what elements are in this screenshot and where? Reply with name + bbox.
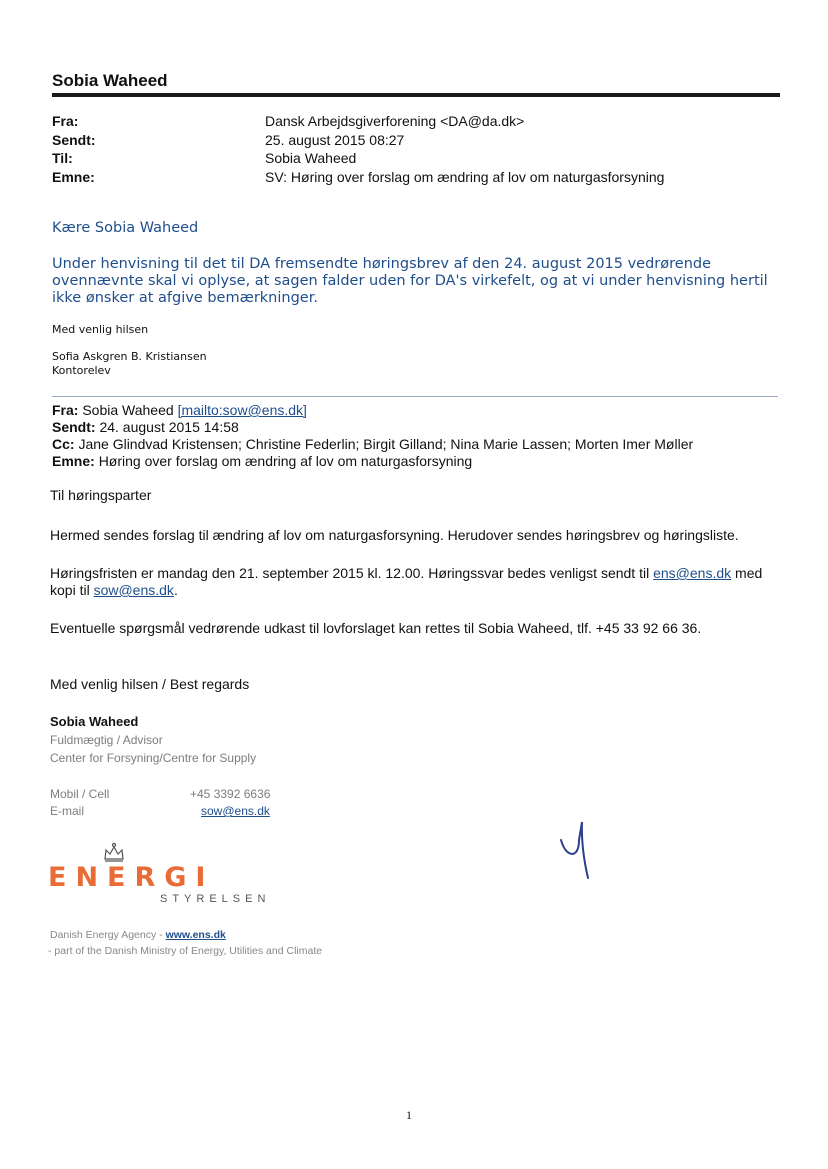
orig-para2-text-d: . (173, 582, 178, 598)
agency-website-link[interactable]: www.ens.dk (165, 929, 226, 941)
sow-email-link[interactable]: sow@ens.dk (93, 582, 174, 598)
styrelsen-logo-text: STYRELSEN (160, 893, 271, 905)
subject-label: Emne: (52, 169, 95, 185)
reply-signer-title: Kontorelev (52, 364, 111, 377)
orig-cc-value: Jane Glindvad Kristensen; Christine Federlin; Birgit Gilland; Nina Marie Lassen; Morten Imer Møller (78, 436, 694, 452)
from-value: Dansk Arbejdsgiverforening <DA@da.dk> (265, 113, 525, 129)
to-label: Til: (52, 150, 73, 166)
reply-signer-name: Sofia Askgren B. Kristiansen (52, 350, 207, 363)
orig-cc-label: Cc: (52, 436, 75, 452)
orig-para2-text-a: Høringsfristen er mandag den 21. september 2015 kl. 12.00. Høringssvar bedes venligst sendt til (50, 565, 654, 581)
email-label: E-mail (50, 804, 85, 818)
from-label: Fra: (52, 113, 79, 129)
to-value: Sobia Waheed (265, 150, 357, 166)
handwritten-mark (555, 818, 595, 883)
orig-sent-value: 24. august 2015 14:58 (99, 419, 239, 435)
orig-subject-label: Emne: (52, 453, 95, 469)
reply-greeting: Kære Sobia Waheed (52, 220, 199, 236)
forward-divider (52, 396, 778, 397)
agency-line (50, 929, 226, 941)
agency-prefix: Danish Energy Agency - (50, 929, 166, 941)
subject-value: SV: Høring over forslag om ændring af lov om naturgasforsyning (265, 169, 665, 185)
reply-closing: Med venlig hilsen (52, 323, 149, 336)
agency-note: - part of the Danish Ministry of Energy, Utilities and Climate (48, 945, 323, 957)
signature-email-link[interactable]: sow@ens.dk (201, 804, 270, 818)
page-number: 1 (406, 1108, 412, 1122)
signature-name: Sobia Waheed (50, 714, 139, 729)
orig-salutation: Til høringsparter (50, 487, 152, 503)
recipient-name-header: Sobia Waheed (52, 71, 168, 90)
orig-from-label: Fra: (52, 402, 79, 418)
orig-from-line (52, 402, 307, 418)
orig-sent-line (52, 419, 239, 435)
orig-from-value: Sobia Waheed (82, 402, 174, 418)
signature-department: Center for Forsyning/Centre for Supply (50, 751, 257, 765)
orig-para2-line2 (50, 582, 178, 598)
orig-para3: Eventuelle spørgsmål vedrørende udkast til lovforslaget kan rettes til Sobia Waheed, tlf. +45 33 92 66 36. (50, 620, 702, 636)
sent-value: 25. august 2015 08:27 (265, 132, 405, 148)
orig-closing: Med venlig hilsen / Best regards (50, 676, 250, 692)
orig-subject-value: Høring over forslag om ændring af lov om naturgasforsyning (98, 453, 473, 469)
reply-body: Under henvisning til det til DA fremsendte høringsbrev af den 24. august 2015 vedrørende ovennævnte skal vi oplyse, at sagen falder uden for DA's virkefelt, og at vi under henvisning hertil ikke ønsker at afgive bemærkninger. (52, 256, 768, 306)
orig-para2-line1 (50, 565, 762, 581)
crown-icon (102, 842, 126, 864)
mobile-label: Mobil / Cell (50, 787, 110, 801)
orig-para1: Hermed sendes forslag til ændring af lov om naturgasforsyning. Herudover sendes høringsbrev og høringsliste. (50, 527, 739, 543)
sent-label: Sendt: (52, 132, 96, 148)
orig-para2-text-b: med (731, 565, 763, 581)
orig-para2-text-c: kopi til (50, 582, 94, 598)
orig-sent-label: Sendt: (52, 419, 96, 435)
mobile-value: +45 3392 6636 (190, 787, 271, 801)
orig-subject-line (52, 453, 472, 469)
orig-mailto-link[interactable]: [mailto:sow@ens.dk] (177, 402, 307, 418)
energi-logo: ENERGI (48, 862, 215, 893)
header-divider (52, 93, 780, 97)
signature-title: Fuldmægtig / Advisor (50, 733, 163, 747)
ens-email-link[interactable]: ens@ens.dk (653, 565, 732, 581)
orig-cc-line (52, 436, 693, 452)
